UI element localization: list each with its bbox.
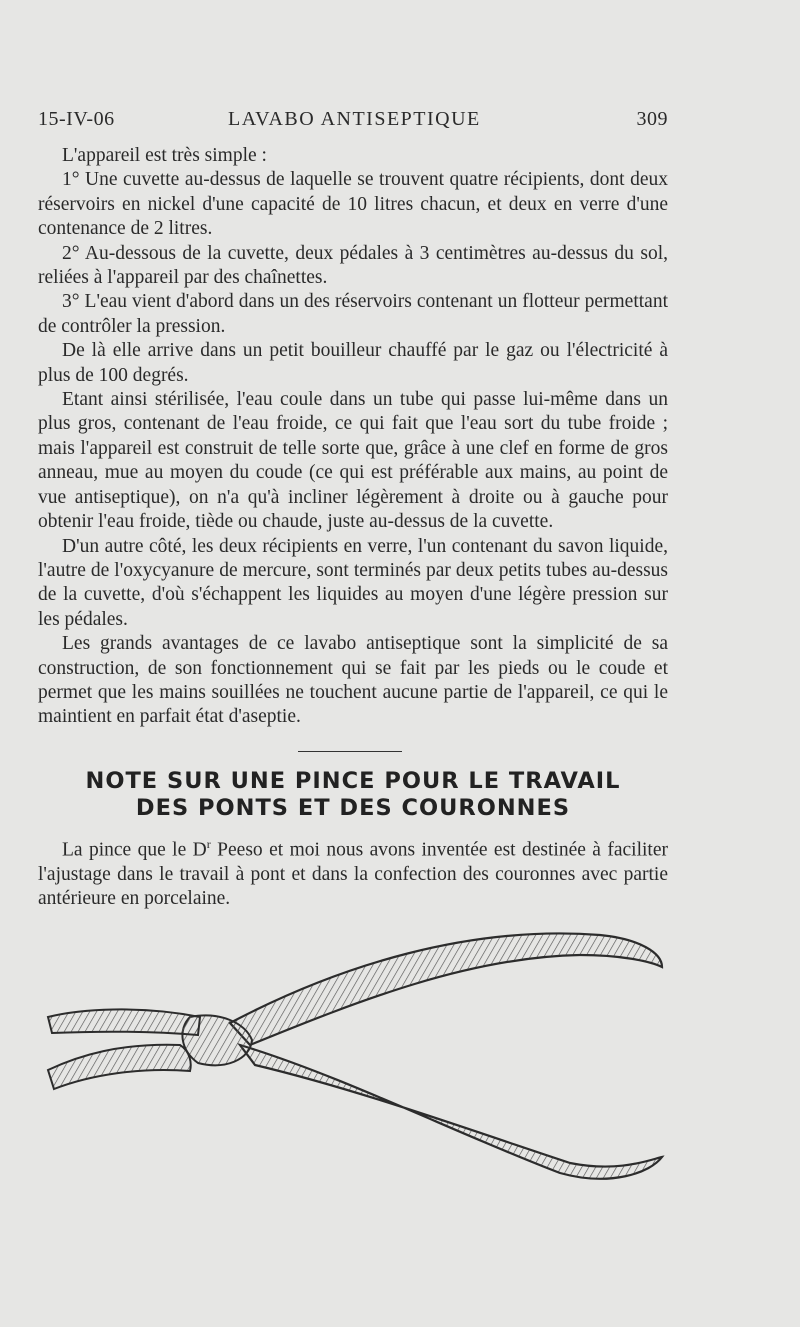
pliers-upper-jaw xyxy=(48,1009,200,1035)
pliers-lower-jaw xyxy=(48,1045,191,1089)
article-body xyxy=(38,144,668,730)
section-title xyxy=(30,768,676,822)
section-intro xyxy=(38,832,668,912)
running-header xyxy=(38,108,668,138)
header-date: 15-IV-06 xyxy=(38,108,115,130)
paragraph: D'un autre côté, les deux récipients en verre, l'un contenant du savon liquide, l'autre de l'oxycyanure de mercure, sont terminés par deux petits tubes au-dessus de la cuvette, d'où s'échappent les liquides au moyen d'une légère pression sur les pédales. xyxy=(38,535,668,630)
intro-superscript: r xyxy=(206,837,211,851)
pliers-lower-handle xyxy=(240,1045,662,1179)
section-divider xyxy=(298,751,402,752)
paragraph: 2° Au-dessous de la cuvette, deux pédales à 3 centimètres au-dessus du sol, reliées à l'appareil par des chaînettes. xyxy=(38,242,668,289)
paragraph: Etant ainsi stérilisée, l'eau coule dans un tube qui passe lui-même dans un plus gros, contenant de l'eau froide, ce qui fait que l'eau sort du tube froide ; mais l'appareil est construit de telle sorte que, grâce à une clef en forme de gros anneau, mue au moyen du coude (ce qui est préférable aux mains, au point de vue antiseptique), on n'a qu'à incliner légèrement à droite ou à gauche pour obtenir l'eau froide, tiède ou chaude, juste au-dessus de la cuvette. xyxy=(38,389,668,533)
intro-text: La pince que le D xyxy=(62,839,207,861)
section-title-line: DES PONTS ET DES COURONNES xyxy=(135,795,571,821)
header-title: LAVABO ANTISEPTIQUE xyxy=(228,108,481,130)
paragraph: 1° Une cuvette au-dessus de laquelle se trouvent quatre récipients, dont deux réservoirs en nickel d'une capacité de 10 litres chacun, et deux en verre d'une contenance de 2 litres. xyxy=(38,169,668,240)
paragraph: L'appareil est très simple : xyxy=(62,145,267,166)
page-number: 309 xyxy=(636,108,668,130)
paragraph: De là elle arrive dans un petit bouilleur chauffé par le gaz ou l'électricité à plus de 100 degrés. xyxy=(38,340,668,386)
pliers-illustration xyxy=(40,905,670,1195)
pliers-upper-handle xyxy=(230,933,662,1045)
intro-text: Peeso et moi nous avons inventée est destinée à faciliter l'ajustage dans le travail à pont et dans la confection des couronnes avec partie antérieure en porcelaine. xyxy=(38,839,668,910)
section-title-line: NOTE SUR UNE PINCE POUR LE TRAVAIL xyxy=(85,768,621,794)
paragraph: 3° L'eau vient d'abord dans un des réservoirs contenant un flotteur permettant de contrôler la pression. xyxy=(38,291,668,337)
paragraph: Les grands avantages de ce lavabo antiseptique sont la simplicité de sa construction, de son fonctionnement qui se fait par les pieds ou le coude et permet que les mains souillées ne touchent aucune partie de l'appareil, ce qui le maintient en parfait état d'aseptie. xyxy=(38,633,668,728)
paragraph xyxy=(38,832,668,912)
